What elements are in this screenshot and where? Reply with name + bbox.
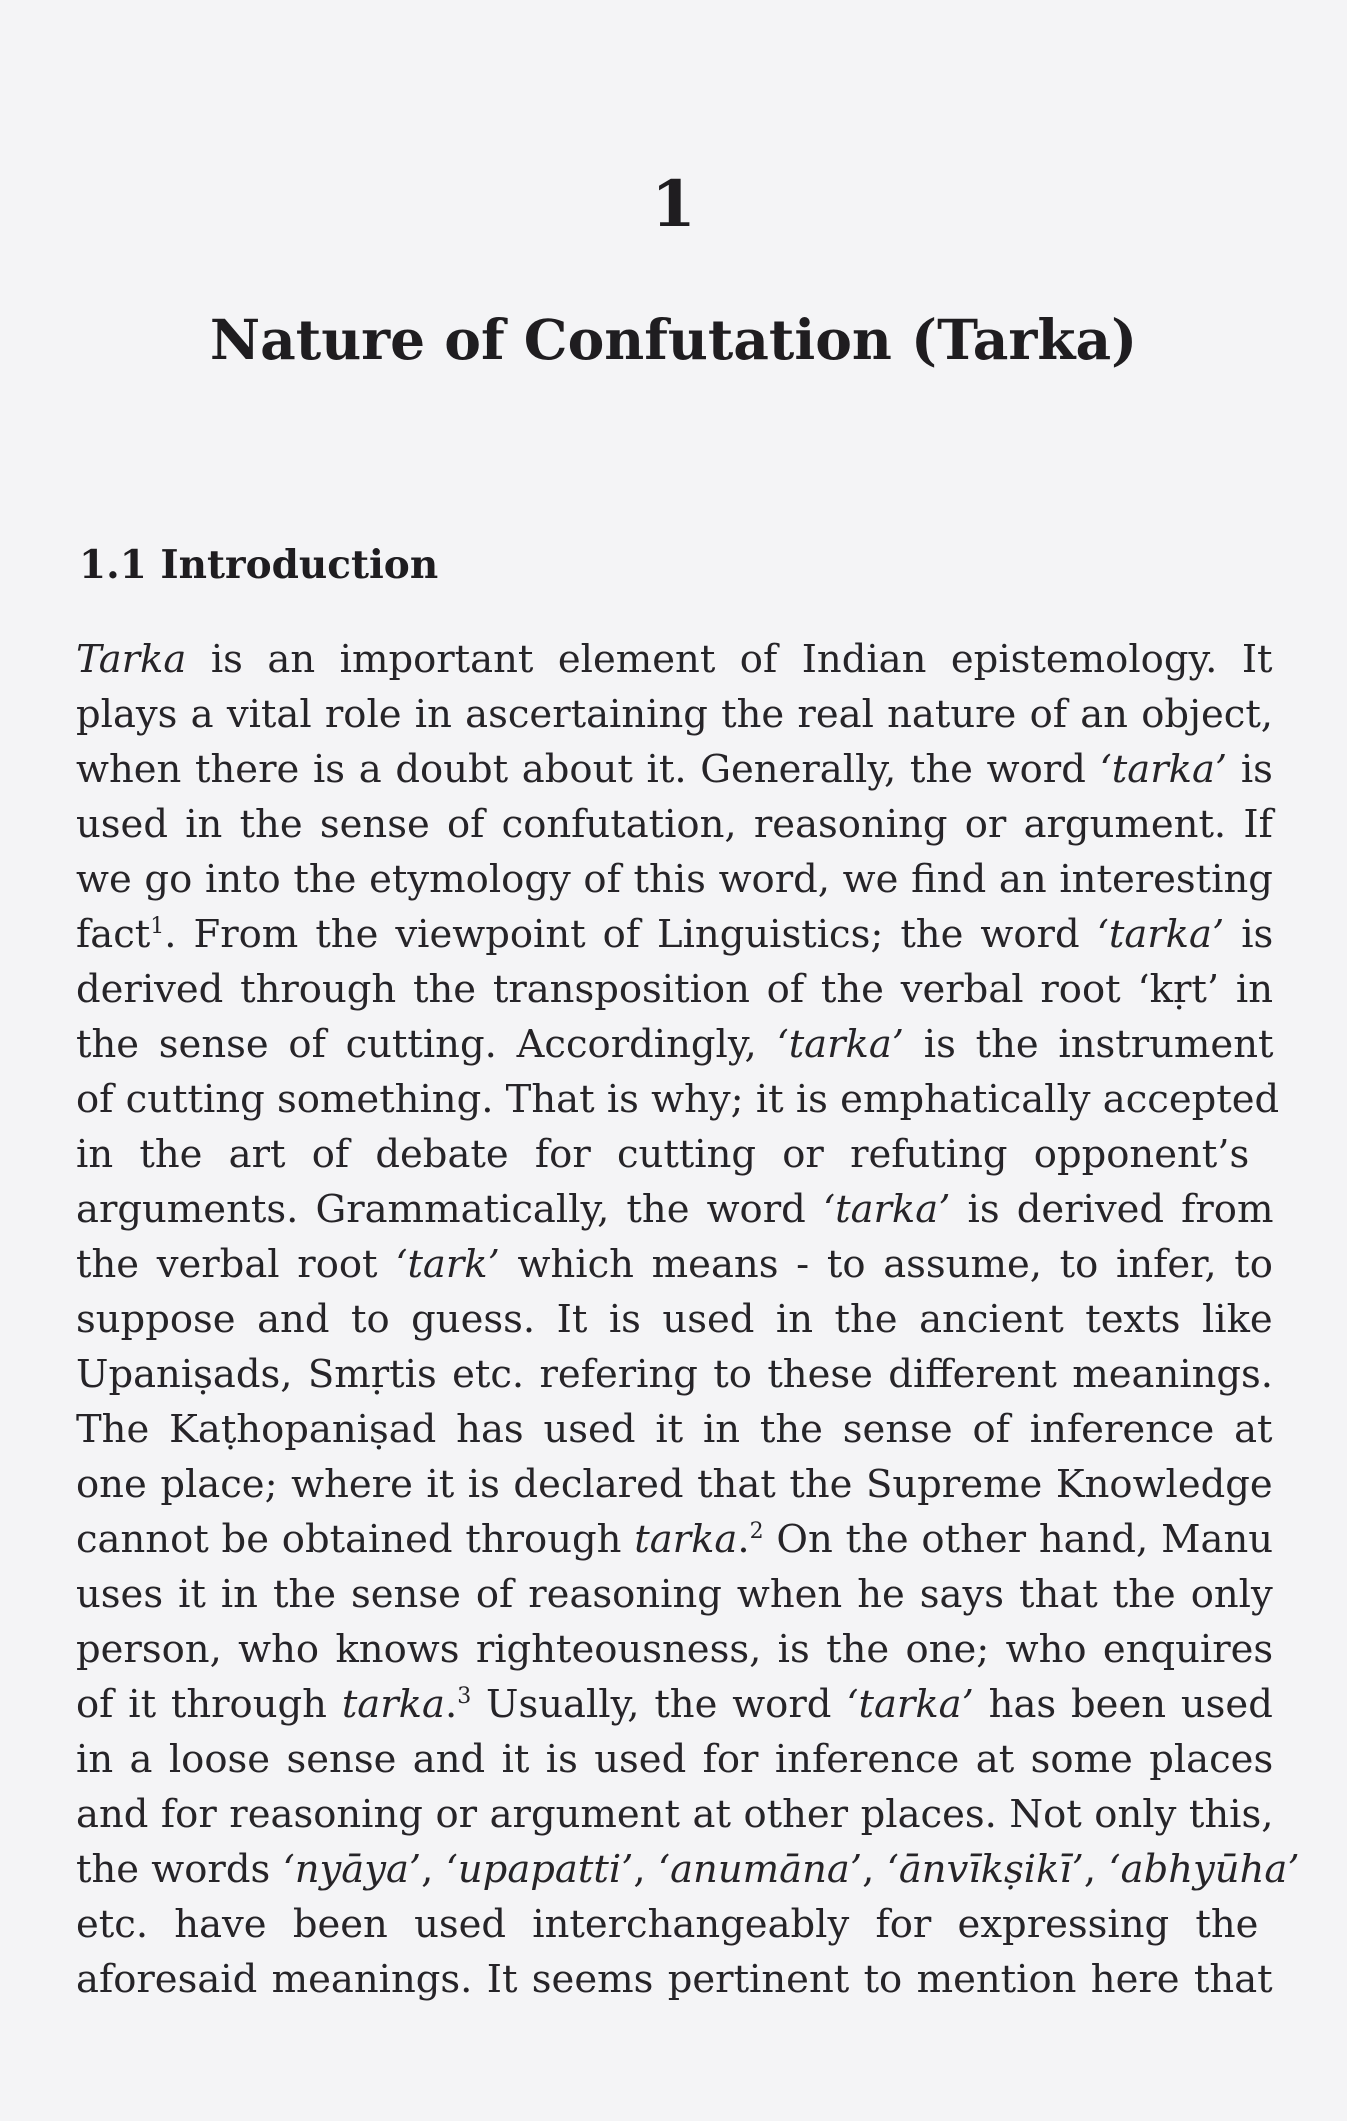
italic-term: ‘tarka’ (776, 1022, 905, 1067)
text-segment: On the other hand, Manu (763, 1517, 1274, 1562)
text-segment: in the art of debate for cutting or refuting opponent’s (76, 1132, 1250, 1177)
text-segment: one place; where it is declared that the Supreme Knowledge (76, 1462, 1273, 1507)
footnote-marker: 3 (457, 1684, 472, 1710)
text-segment: of it through (76, 1682, 342, 1727)
text-line (76, 1897, 1273, 1952)
text-line (76, 1402, 1273, 1457)
text-line (76, 1787, 1273, 1842)
text-line (76, 1732, 1273, 1787)
footnote-marker: 1 (150, 914, 165, 940)
text-segment: of cutting something. That is why; it is emphatically accepted (76, 1077, 1280, 1122)
text-line (76, 1347, 1273, 1402)
italic-term: tarka (341, 1682, 445, 1727)
text-segment: is an important element of Indian epistemology. It (186, 637, 1273, 682)
text-line (76, 1512, 1273, 1567)
text-line (76, 1952, 1273, 2007)
italic-term: ‘tarka’ (1099, 747, 1228, 792)
text-segment: the verbal root (76, 1242, 396, 1287)
text-segment: Usually, the word (471, 1682, 847, 1727)
text-line (76, 1127, 1273, 1182)
text-segment: is (1227, 747, 1273, 792)
text-segment: which means - to assume, to infer, to (499, 1242, 1273, 1287)
italic-term: ‘tarka’ (1096, 912, 1225, 957)
text-segment: . From the viewpoint of Linguistics; the word (164, 912, 1097, 957)
footnote-marker: 2 (749, 1519, 764, 1545)
text-line (76, 742, 1273, 797)
text-segment: when there is a doubt about it. Generally, the word (76, 747, 1100, 792)
text-segment: The Kaṭhopaniṣad has used it in the sense of inference at (76, 1407, 1273, 1452)
text-line (76, 687, 1273, 742)
section-heading: 1.1 Introduction (79, 542, 439, 588)
italic-term: ‘abhyūha’ (1108, 1847, 1300, 1892)
text-line (76, 1017, 1273, 1072)
text-segment: arguments. Grammatically, the word (76, 1187, 823, 1232)
text-segment: in a loose sense and it is used for inference at some places (76, 1737, 1274, 1782)
text-segment: . (444, 1682, 458, 1727)
text-segment: and for reasoning or argument at other places. Not only this, (76, 1792, 1274, 1837)
text-segment: plays a vital role in ascertaining the real nature of an object, (76, 692, 1274, 737)
text-line (76, 1677, 1273, 1732)
text-segment: , (862, 1847, 887, 1892)
text-line (76, 1457, 1273, 1512)
italic-term: Tarka (76, 637, 187, 682)
text-line (76, 1182, 1273, 1237)
text-segment: is derived from (950, 1187, 1274, 1232)
text-segment: . (737, 1517, 750, 1562)
text-line (76, 1567, 1273, 1622)
text-segment: person, who knows righteousness, is the one; who enquires (76, 1627, 1274, 1672)
text-segment: is the instrument (904, 1022, 1274, 1067)
text-segment: used in the sense of confutation, reasoning or argument. If (76, 802, 1273, 847)
chapter-title: Nature of Confutation (Tarka) (209, 307, 1138, 372)
italic-term: tarka (634, 1517, 738, 1562)
text-segment: the sense of cutting. Accordingly, (76, 1022, 777, 1067)
text-segment: , (633, 1847, 658, 1892)
italic-term: ‘tarka’ (846, 1682, 974, 1727)
italic-term: ‘upapatti’ (445, 1847, 634, 1892)
chapter-number: 1 (651, 167, 696, 242)
text-segment: etc. have been used interchangeably for expressing the (76, 1902, 1259, 1947)
italic-term: ‘anumāna’ (657, 1847, 863, 1892)
italic-term: ‘tark’ (395, 1242, 500, 1287)
text-segment: , (421, 1847, 446, 1892)
text-line (76, 797, 1273, 852)
text-segment: uses it in the sense of reasoning when he says that the only (76, 1572, 1273, 1617)
text-segment: cannot be obtained through (76, 1517, 635, 1562)
text-segment: fact (76, 912, 151, 957)
text-line (76, 852, 1273, 907)
text-line (76, 632, 1273, 687)
text-line (76, 962, 1273, 1017)
text-segment: the words (76, 1847, 283, 1892)
text-line (76, 1292, 1273, 1347)
italic-term: ‘ānvīkṣikī’ (886, 1847, 1084, 1892)
text-line (76, 1622, 1273, 1677)
text-line (76, 1842, 1300, 1897)
text-segment: suppose and to guess. It is used in the ancient texts like (76, 1297, 1273, 1342)
italic-term: ‘tarka’ (822, 1187, 951, 1232)
text-line (76, 1072, 1280, 1127)
body-paragraph (76, 632, 1300, 2007)
text-segment: we go into the etymology of this word, we find an interesting (76, 857, 1273, 902)
text-segment: derived through the transposition of the verbal root ‘kṛt’ in (76, 967, 1273, 1012)
text-segment: has been used (973, 1682, 1273, 1727)
text-segment: aforesaid meanings. It seems pertinent to mention here that (76, 1957, 1273, 2002)
text-segment: , (1083, 1847, 1109, 1892)
italic-term: ‘nyāya’ (282, 1847, 422, 1892)
text-segment: is (1224, 912, 1274, 957)
text-line (76, 1237, 1273, 1292)
text-line (76, 907, 1273, 962)
text-segment: Upaniṣads, Smṛtis etc. refering to these different meanings. (76, 1352, 1274, 1397)
